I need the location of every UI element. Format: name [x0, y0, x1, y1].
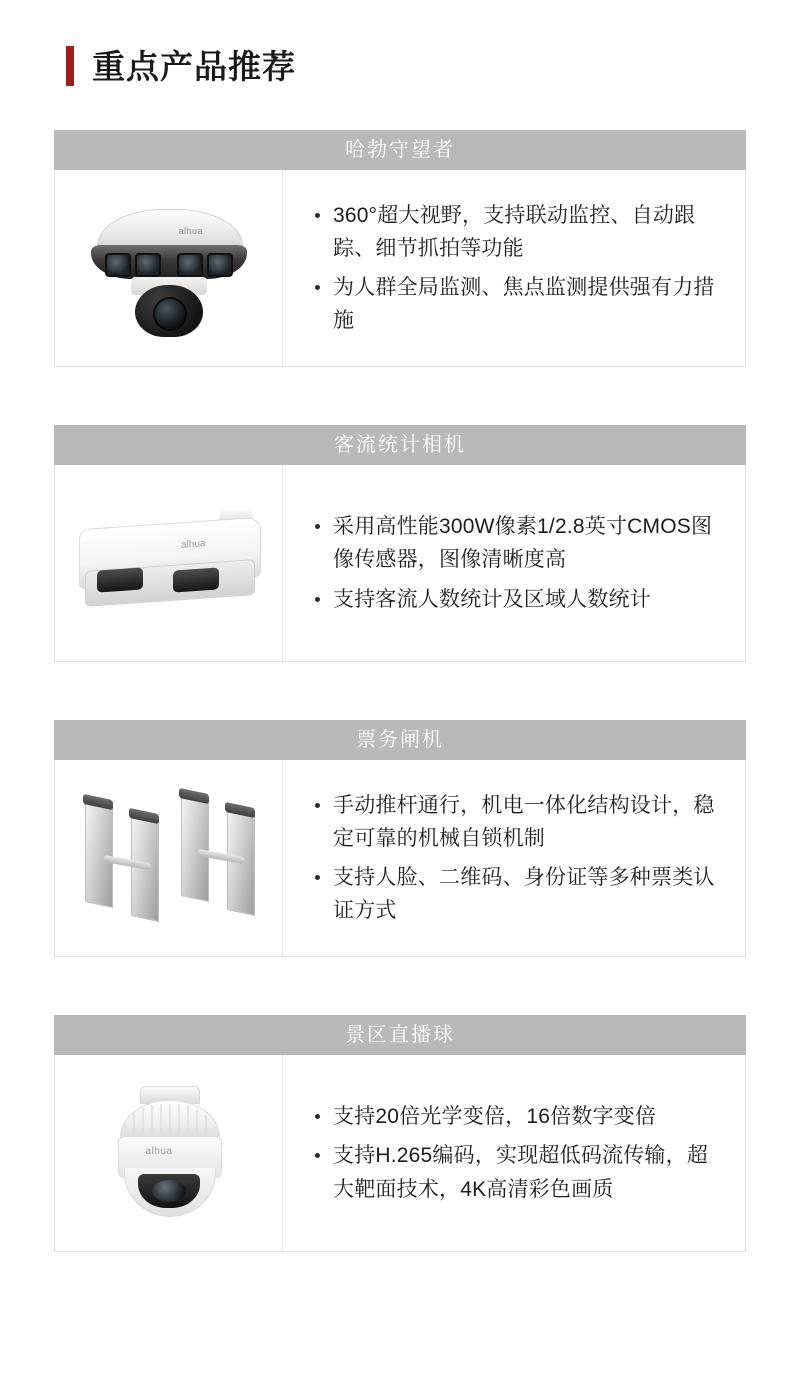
- feature-item: 支持H.265编码，实现超低码流传输，超大靶面技术，4K高清彩色画质: [313, 1139, 723, 1205]
- turnstile-post: [85, 800, 113, 908]
- product-body: [54, 760, 746, 957]
- product-description: [283, 760, 745, 956]
- product-body: [54, 1055, 746, 1252]
- camera-lens-icon: [177, 253, 203, 277]
- feature-item: 支持20倍光学变倍，16倍数字变倍: [313, 1100, 723, 1133]
- feature-list: [313, 510, 723, 616]
- camera-lens-icon: [97, 567, 143, 592]
- page-title-text: 重点产品推荐: [92, 47, 296, 85]
- people-counting-camera-image: [69, 503, 269, 623]
- product-card: [54, 130, 746, 367]
- feature-item: 支持客流人数统计及区域人数统计: [313, 583, 723, 616]
- product-recommendation-page: [0, 46, 800, 1384]
- feature-item: 手动推杆通行，机电一体化结构设计，稳定可靠的机械自锁机制: [313, 789, 723, 855]
- ticket-turnstile-gate-image: [69, 773, 269, 943]
- feature-list: [313, 199, 723, 338]
- product-body: [54, 465, 746, 662]
- brand-logo: alhua: [178, 226, 204, 236]
- product-description: [283, 170, 745, 366]
- title-accent-bar: [66, 46, 74, 86]
- camera-lens-icon: [173, 567, 219, 592]
- camera-lens-icon: [105, 253, 131, 277]
- feature-list: [313, 789, 723, 928]
- camera-ptz-lens-icon: [153, 297, 187, 331]
- ptz-speed-dome-camera-image: [94, 1078, 244, 1228]
- feature-item: 支持人脸、二维码、身份证等多种票类认证方式: [313, 861, 723, 927]
- product-body: [54, 170, 746, 367]
- multi-sensor-ptz-camera-image: [79, 193, 259, 343]
- product-card-list: [0, 130, 800, 1252]
- page-title: [66, 46, 800, 86]
- camera-lens-icon: [135, 253, 161, 277]
- turnstile-post: [181, 794, 209, 902]
- product-card: [54, 720, 746, 957]
- product-image: [55, 760, 283, 956]
- feature-item: 为人群全局监测、焦点监测提供强有力措施: [313, 271, 723, 337]
- feature-list: [313, 1100, 723, 1206]
- feature-item: 360°超大视野，支持联动监控、自动跟踪、细节抓拍等功能: [313, 199, 723, 265]
- product-title: 票务闸机: [54, 720, 746, 760]
- product-title: 哈勃守望者: [54, 130, 746, 170]
- product-image: [55, 1055, 283, 1251]
- camera-lens-icon: [152, 1180, 186, 1202]
- product-title: 景区直播球: [54, 1015, 746, 1055]
- product-description: [283, 1055, 745, 1251]
- camera-lens-icon: [207, 253, 233, 277]
- product-description: [283, 465, 745, 661]
- product-card: [54, 425, 746, 662]
- product-card: [54, 1015, 746, 1252]
- product-image: [55, 170, 283, 366]
- feature-item: 采用高性能300W像素1/2.8英寸CMOS图像传感器，图像清晰度高: [313, 510, 723, 576]
- brand-logo: alhua: [180, 538, 205, 551]
- product-image: [55, 465, 283, 661]
- product-title: 客流统计相机: [54, 425, 746, 465]
- brand-logo: alhua: [145, 1146, 173, 1157]
